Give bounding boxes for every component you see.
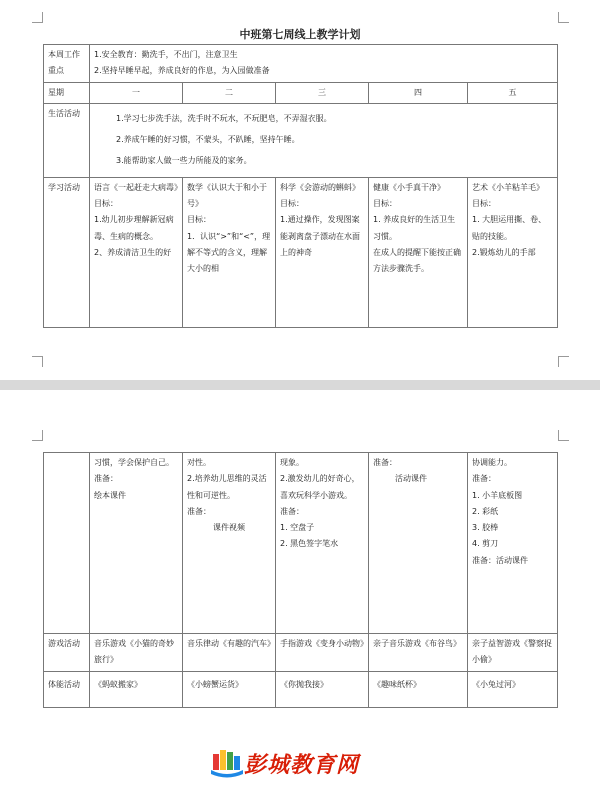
study-cell [468, 453, 558, 634]
study-text: 准备： [187, 506, 211, 516]
weekday-header: 二 [183, 82, 276, 103]
focus-line: 1.安全教育：勤洗手，不出门，注意卫生 [94, 50, 238, 59]
study-text: 准备： [280, 506, 304, 516]
sport-cell: 《你抛我接》 [276, 671, 369, 707]
study-text: 活动课件 [395, 474, 427, 484]
study-cell [369, 177, 468, 327]
page-separator [0, 380, 600, 390]
page-corner-mark [558, 356, 569, 367]
games-row [44, 634, 558, 672]
game-cell: 音乐律动《有趣的汽车》 [183, 634, 276, 672]
study-text: 2.锻炼幼儿的手部 [472, 248, 536, 258]
study-cell [369, 453, 468, 634]
study-text: 协调能力。 [472, 458, 512, 467]
study-text: 准备： [94, 474, 118, 484]
page-title: 中班第七周线上教学计划 [239, 28, 361, 41]
study-text: 数学《认识大于和小于号》 [187, 182, 267, 209]
study-text: 目标： [472, 199, 496, 209]
sport-cell: 《小兔过河》 [468, 671, 558, 707]
weekday-header: 五 [468, 82, 558, 103]
study-cell [183, 177, 276, 327]
book-logo-icon [210, 748, 244, 778]
study-cell [468, 177, 558, 327]
study-text: 4. 剪刀 [472, 539, 499, 549]
sports-label: 体能活动 [44, 671, 90, 707]
study-text: 目标： [280, 199, 304, 209]
study-text: 1.幼儿初步理解新冠病毒、生病的概念。 [94, 215, 174, 241]
games-label: 游戏活动 [44, 634, 90, 672]
focus-row [44, 45, 558, 83]
study-text: 2. 彩纸 [472, 506, 499, 516]
document-page-2 [0, 390, 600, 800]
study-text: 1. 大胆运用撕、卷、贴的技能。 [472, 215, 547, 241]
game-cell: 亲子音乐游戏《布谷鸟》 [369, 634, 468, 672]
study-text: 现象。 [280, 458, 304, 467]
focus-label: 本周工作重点 [44, 45, 90, 83]
study-cell [276, 177, 369, 327]
page-corner-mark [32, 12, 43, 23]
plan-table-part-1 [43, 44, 558, 328]
study-text: 1．认识“>”和“<”，理解不等式的含义，理解大小的相 [187, 231, 271, 274]
study-cell [90, 453, 183, 634]
study-text: 目标： [187, 215, 211, 225]
page-corner-mark [558, 12, 569, 23]
sport-cell: 《小螃蟹运货》 [183, 671, 276, 707]
study-text: 1. 小羊底板图 [472, 490, 523, 500]
page-corner-mark [32, 430, 43, 441]
study-text: 准备： [373, 458, 397, 467]
study-row-continued [44, 453, 558, 634]
life-line: 2.养成午睡的好习惯，不蒙头，不趴睡，坚持午睡。 [116, 134, 300, 144]
page-corner-mark [558, 430, 569, 441]
life-line: 1.学习七步洗手法，洗手时不玩水，不玩肥皂，不弄湿衣服。 [116, 113, 332, 123]
study-text: 2.激发幼儿的好奇心，喜欢玩科学小游戏。 [280, 474, 360, 500]
plan-table-part-2 [43, 452, 558, 708]
study-text: 课件视频 [213, 523, 245, 533]
life-row [44, 103, 558, 177]
site-logo [210, 748, 359, 778]
sports-row [44, 671, 558, 707]
study-cell [90, 177, 183, 327]
study-text: 准备：活动课件 [472, 555, 528, 565]
study-text: 2、养成清洁卫生的好 [94, 248, 172, 258]
study-text: 目标： [373, 199, 397, 209]
study-row [44, 177, 558, 327]
page-corner-mark [32, 356, 43, 367]
study-label-empty [44, 453, 90, 634]
game-cell: 亲子益智游戏《警察捉小偷》 [468, 634, 558, 672]
weekday-row [44, 82, 558, 103]
study-text: 准备： [472, 474, 496, 484]
focus-content [90, 45, 558, 83]
sport-cell: 《趣味纸杯》 [369, 671, 468, 707]
study-text: 1. 空盘子 [280, 523, 315, 533]
life-content [90, 103, 558, 177]
weekday-header: 四 [369, 82, 468, 103]
study-cell [276, 453, 369, 634]
study-text: 语言《一起赶走大病毒》 [94, 182, 182, 192]
study-text: 1. 养成良好的生活卫生习惯。 [373, 215, 456, 241]
document-page-1 [0, 0, 600, 380]
site-logo-text: 彭城教育网 [244, 752, 360, 778]
study-text: 艺术《小羊粘羊毛》 [472, 182, 544, 192]
weekday-header: 三 [276, 82, 369, 103]
study-text: 在成人的提醒下能按正确方法步骤洗手。 [373, 248, 461, 274]
study-cell [183, 453, 276, 634]
study-text: 3. 胶棒 [472, 523, 499, 533]
study-text: 健康《小手真干净》 [373, 182, 445, 192]
study-text: 1.通过操作，发现图案能剥离盘子漂动在水面上的神奇 [280, 215, 360, 258]
game-cell: 手指游戏《变身小动物》 [276, 634, 369, 672]
study-text: 2. 黑色签字笔水 [280, 539, 339, 549]
game-cell: 音乐游戏《小猫的奇妙旅行》 [90, 634, 183, 672]
study-text: 对性。 [187, 458, 211, 467]
life-line: 3.能帮助家人做一些力所能及的家务。 [116, 155, 252, 165]
study-text: 目标： [94, 199, 118, 209]
study-label: 学习活动 [44, 177, 90, 327]
study-text: 习惯，学会保护自己。 [94, 458, 174, 467]
study-text: 2.培养幼儿思维的灵活性和可逆性。 [187, 474, 267, 500]
focus-line: 2.坚持早睡早起，养成良好的作息，为入园做准备 [94, 66, 270, 76]
study-text: 绘本课件 [94, 490, 126, 500]
weekday-label: 星期 [44, 82, 90, 103]
weekday-header: 一 [90, 82, 183, 103]
study-text: 科学《会游动的蝌蚪》 [280, 182, 360, 192]
sport-cell: 《蚂蚁搬家》 [90, 671, 183, 707]
life-label: 生活活动 [44, 103, 90, 177]
